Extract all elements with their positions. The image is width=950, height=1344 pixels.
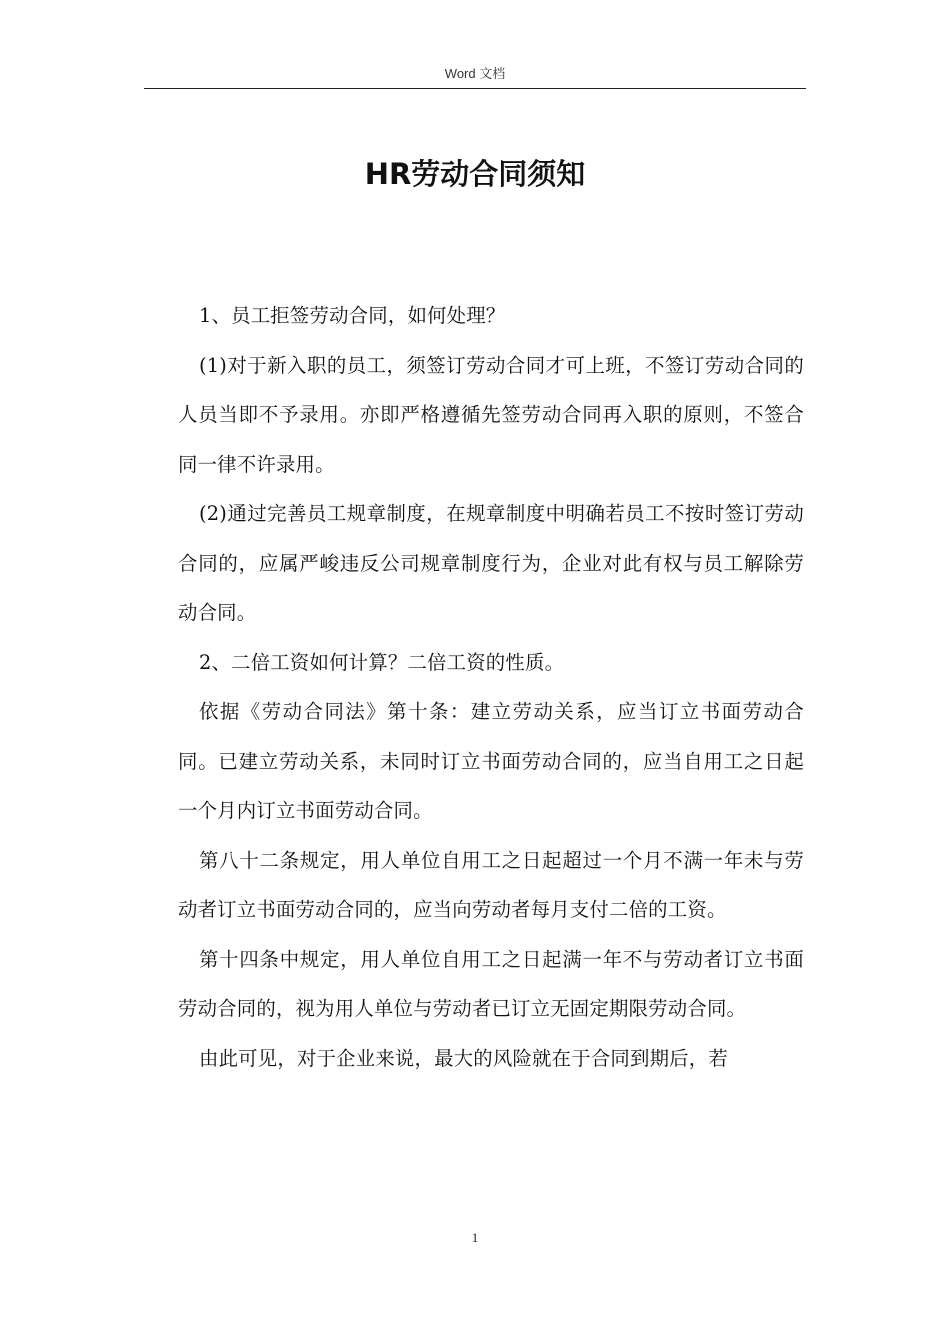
paragraph: 由此可见，对于企业来说，最大的风险就在于合同到期后，若	[199, 1046, 728, 1070]
paragraph: (2)通过完善员工规章制度，在规章制度中明确若员工不按时签订劳动合同的，应属严峻违反公司规章制度行为，企业对此有权与员工解除劳动合同。	[178, 502, 804, 624]
paragraph: (1)对于新入职的员工，须签订劳动合同才可上班，不签订劳动合同的人员当即不予录用。亦即严格遵循先签劳动合同再入职的原则，不签合同一律不许录用。	[178, 353, 804, 476]
paragraph: 第十四条中规定，用人单位自用工之日起满一年不与劳动者订立书面劳动合同的，视为用人单位与劳动者已订立无固定期限劳动合同。	[178, 947, 804, 1020]
document-body	[178, 291, 804, 1083]
paragraph: 第八十二条规定，用人单位自用工之日起超过一个月不满一年未与劳动者订立书面劳动合同的，应当向劳动者每月支付二倍的工资。	[178, 848, 804, 921]
header-text: Word 文档	[444, 66, 506, 81]
page-number: 1	[471, 1230, 479, 1245]
paragraph-heading-2: 2、二倍工资如何计算？二倍工资的性质。	[199, 650, 565, 674]
paragraph-heading-1: 1、员工拒签劳动合同，如何处理？	[199, 304, 506, 327]
paragraph: 依据《劳动合同法》第十条：建立劳动关系，应当订立书面劳动合同。已建立劳动关系，未同时订立书面劳动合同的，应当自用工之日起一个月内订立书面劳动合同。	[178, 700, 804, 822]
document-title: HR劳动合同须知	[364, 157, 586, 191]
page-header	[144, 64, 806, 88]
header-divider	[144, 88, 806, 89]
